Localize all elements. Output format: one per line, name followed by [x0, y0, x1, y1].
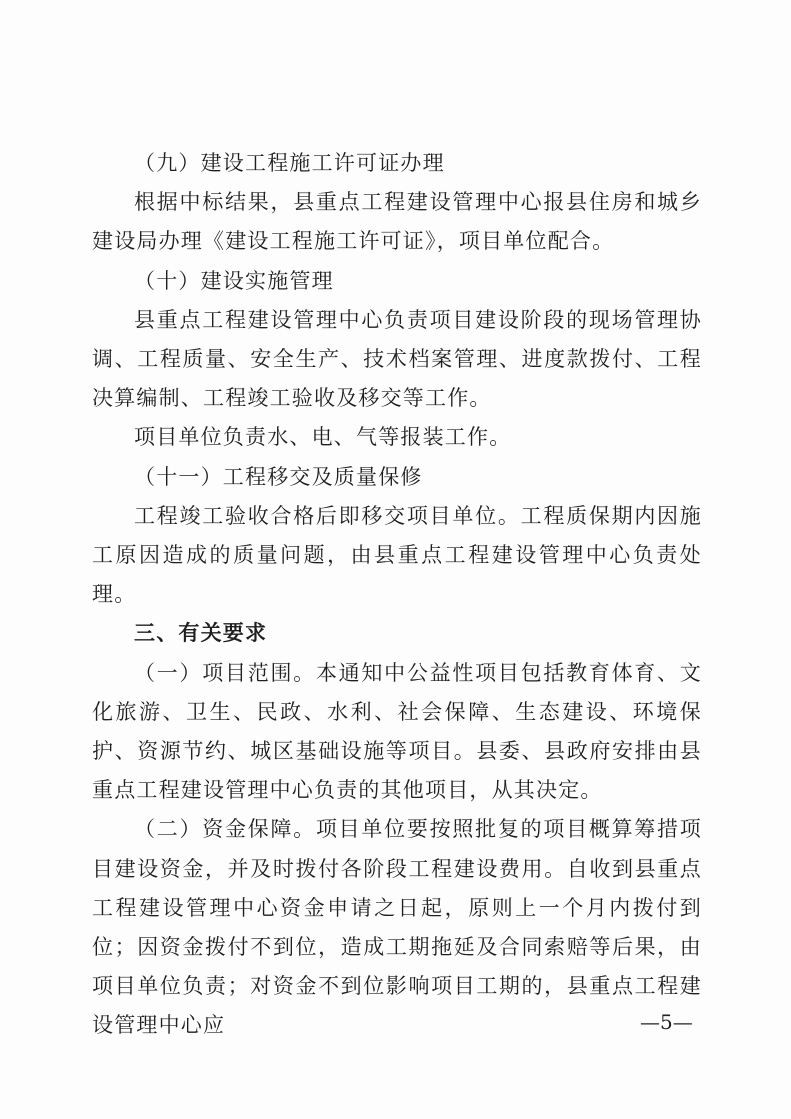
document-body	[92, 144, 702, 1046]
paragraph-utility-installation: 项目单位负责水、电、气等报装工作。	[134, 425, 512, 450]
subheading-implementation-management: （十）建设实施管理	[134, 268, 334, 293]
subheading-handover-warranty: （十一）工程移交及质量保修	[134, 464, 423, 489]
paragraph-funding	[92, 810, 702, 1045]
project-scope-text: 本通知中公益性项目包括教育体育、文化旅游、卫生、民政、水利、社会保障、生态建设、环境保护、资源节约、城区基础设施等项目。县委、县政府安排由县重点工程建设管理中心负责的其他项目，从其决定。	[92, 660, 702, 803]
paragraph-permit-application: 根据中标结果，县重点工程建设管理中心报县住房和城乡建设局办理《建设工程施工许可证》，项目单位配合。	[92, 190, 702, 254]
paragraph-handover: 工程竣工验收合格后即移交项目单位。工程质保期内因施工原因造成的质量问题，由县重点工程建设管理中心负责处理。	[92, 503, 702, 607]
page-number: —5—	[640, 1010, 693, 1034]
funding-label: （二）资金保障。	[134, 817, 316, 842]
paragraph-site-management: 县重点工程建设管理中心负责项目建设阶段的现场管理协调、工程质量、安全生产、技术档案管理、进度款拨付、工程决算编制、工程竣工验收及移交等工作。	[92, 307, 702, 411]
project-scope-label: （一）项目范围。	[134, 660, 316, 685]
subheading-construction-permit: （九）建设工程施工许可证办理	[134, 151, 445, 175]
paragraph-project-scope	[92, 654, 702, 811]
funding-text: 项目单位要按照批复的项目概算筹措项目建设资金，并及时拨付各阶段工程建设费用。自收到县重点工程建设管理中心资金申请之日起，原则上一个月内拨付到位；因资金拨付不到位，造成工期拖延及合同索赔等后果，由项目单位负责；对资金不到位影响项目工期的，县重点工程建设管理中心应	[92, 817, 702, 1038]
section-heading-requirements: 三、有关要求	[134, 621, 268, 646]
